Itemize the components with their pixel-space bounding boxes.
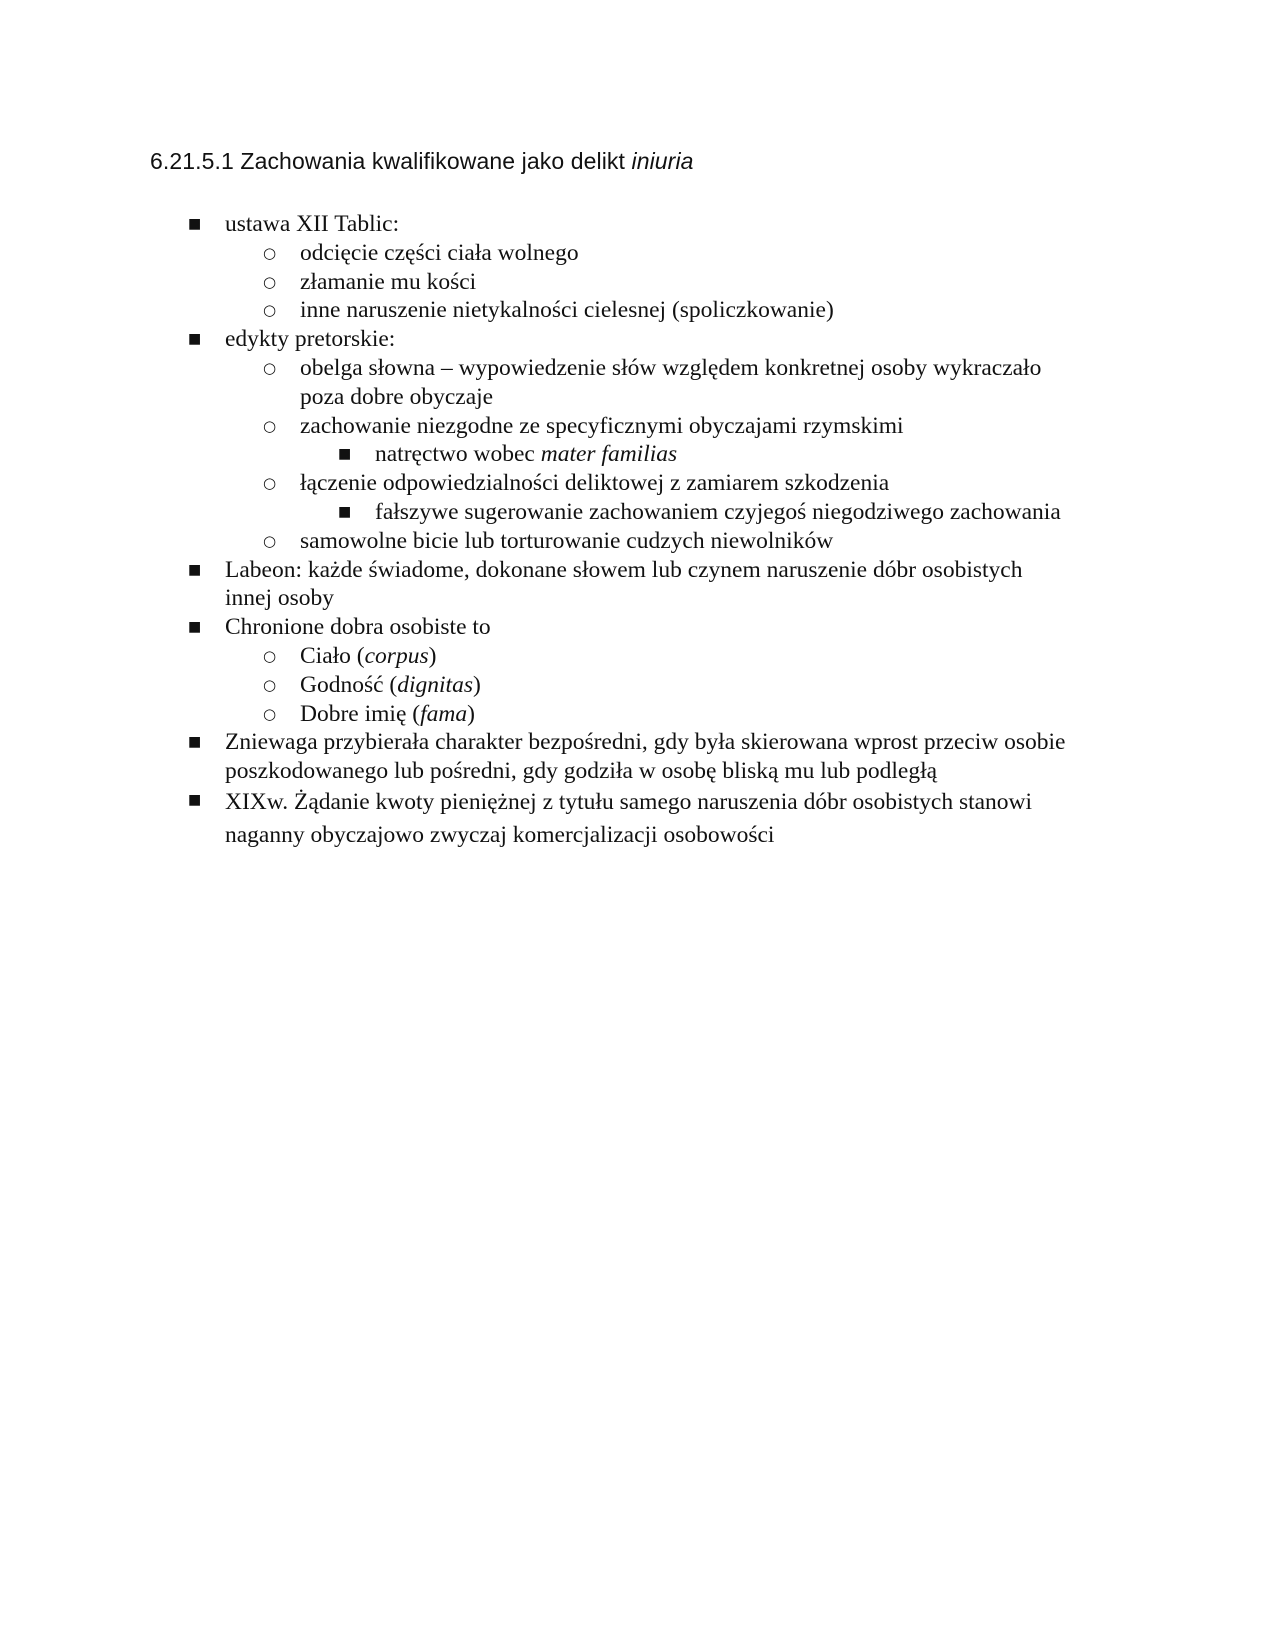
text-line: poszkodowanego lub pośredni, gdy godziła w osobę bliską mu lub podległą <box>225 758 938 785</box>
circle-bullet-icon: ○ <box>263 704 277 723</box>
list-subitem-text <box>300 700 475 729</box>
text-line: XIXw. Żądanie kwoty pieniężnej z tytułu samego naruszenia dóbr osobistych stanowi <box>225 788 1033 815</box>
list-item-text <box>225 728 1065 786</box>
italic-term: corpus <box>364 642 429 669</box>
square-bullet-icon: ■ <box>338 503 352 520</box>
list-subitem <box>0 412 1275 441</box>
text-line: naganny obyczajowo zwyczaj komercjalizacji osobowości <box>225 821 775 848</box>
text-run: natręctwo wobec <box>375 441 541 468</box>
list-item <box>0 325 1275 354</box>
list-item-text <box>225 556 1022 614</box>
list-subitem <box>0 268 1275 297</box>
list-item <box>0 786 1275 848</box>
list-subitem <box>0 527 1275 556</box>
list-item-text: Chronione dobra osobiste to <box>225 614 491 641</box>
text-run: ) <box>467 700 475 727</box>
circle-bullet-icon: ○ <box>263 243 277 262</box>
italic-term: dignitas <box>397 671 473 698</box>
text-line: obelga słowna – wypowiedzenie słów względem konkretnej osoby wykraczało <box>300 354 1042 381</box>
square-bullet-icon: ■ <box>188 791 202 808</box>
square-bullet-icon: ■ <box>188 331 202 348</box>
list-subitem <box>0 671 1275 700</box>
circle-bullet-icon: ○ <box>263 646 277 665</box>
list-subitem <box>0 296 1275 325</box>
text-line: Zniewaga przybierała charakter bezpośredni, gdy była skierowana wprost przeciw osobie <box>225 729 1066 756</box>
text-run: ) <box>428 642 437 669</box>
bullet-list <box>0 210 1275 848</box>
list-subitem <box>0 239 1275 268</box>
list-item-text: edykty pretorskie: <box>225 326 396 353</box>
list-subitem-text: inne naruszenie nietykalności cielesnej (spoliczkowanie) <box>300 297 834 324</box>
text-run: Ciało ( <box>300 642 365 669</box>
list-subitem-text <box>300 354 1041 412</box>
square-bullet-icon: ■ <box>188 216 202 232</box>
circle-bullet-icon: ○ <box>263 301 277 320</box>
italic-term: mater familias <box>540 441 678 468</box>
text-run: ) <box>472 671 481 698</box>
list-subitem <box>0 469 1275 498</box>
list-subitem-text <box>300 671 481 700</box>
circle-bullet-icon: ○ <box>263 531 277 550</box>
text-line: innej osoby <box>225 585 335 612</box>
circle-bullet-icon: ○ <box>263 675 277 694</box>
list-subsubitem-text: fałszywe sugerowanie zachowaniem czyjegoś niegodziwego zachowania <box>375 498 1061 525</box>
square-bullet-icon: ■ <box>188 619 202 636</box>
list-subitem-text <box>300 642 436 671</box>
section-heading <box>150 148 694 175</box>
list-subsubitem-text <box>375 440 677 469</box>
list-item <box>0 210 1275 239</box>
list-subitem <box>0 354 1275 412</box>
list-subitem <box>0 700 1275 729</box>
list-item <box>0 613 1275 642</box>
circle-bullet-icon: ○ <box>263 474 277 493</box>
square-bullet-icon: ■ <box>338 446 352 463</box>
circle-bullet-icon: ○ <box>263 416 277 435</box>
text-line: poza dobre obyczaje <box>300 383 494 410</box>
text-run: Dobre imię ( <box>300 700 421 727</box>
list-item-text <box>225 786 1032 852</box>
text-run: Godność ( <box>300 671 398 698</box>
list-subsubitem <box>0 498 1275 527</box>
list-item <box>0 556 1275 614</box>
heading-text: 6.21.5.1 Zachowania kwalifikowane jako delikt <box>150 148 632 174</box>
list-subitem-text: odcięcie części ciała wolnego <box>300 239 579 266</box>
heading-italic-term: iniuria <box>631 148 694 174</box>
circle-bullet-icon: ○ <box>263 358 277 377</box>
square-bullet-icon: ■ <box>188 734 202 751</box>
list-subitem-text: samowolne bicie lub torturowanie cudzych niewolników <box>300 527 834 554</box>
list-subitem-text: łączenie odpowiedzialności deliktowej z zamiarem szkodzenia <box>300 470 890 497</box>
circle-bullet-icon: ○ <box>263 272 277 291</box>
list-item <box>0 728 1275 786</box>
italic-term: fama <box>420 700 468 727</box>
list-item-text: ustawa XII Tablic: <box>225 211 400 237</box>
list-subitem-text: zachowanie niezgodne ze specyficznymi obyczajami rzymskimi <box>300 412 904 439</box>
text-line: Labeon: każde świadome, dokonane słowem lub czynem naruszenie dóbr osobistych <box>225 556 1023 583</box>
list-subsubitem <box>0 440 1275 469</box>
list-subitem <box>0 642 1275 671</box>
list-subitem-text: złamanie mu kości <box>300 268 477 295</box>
square-bullet-icon: ■ <box>188 561 202 578</box>
